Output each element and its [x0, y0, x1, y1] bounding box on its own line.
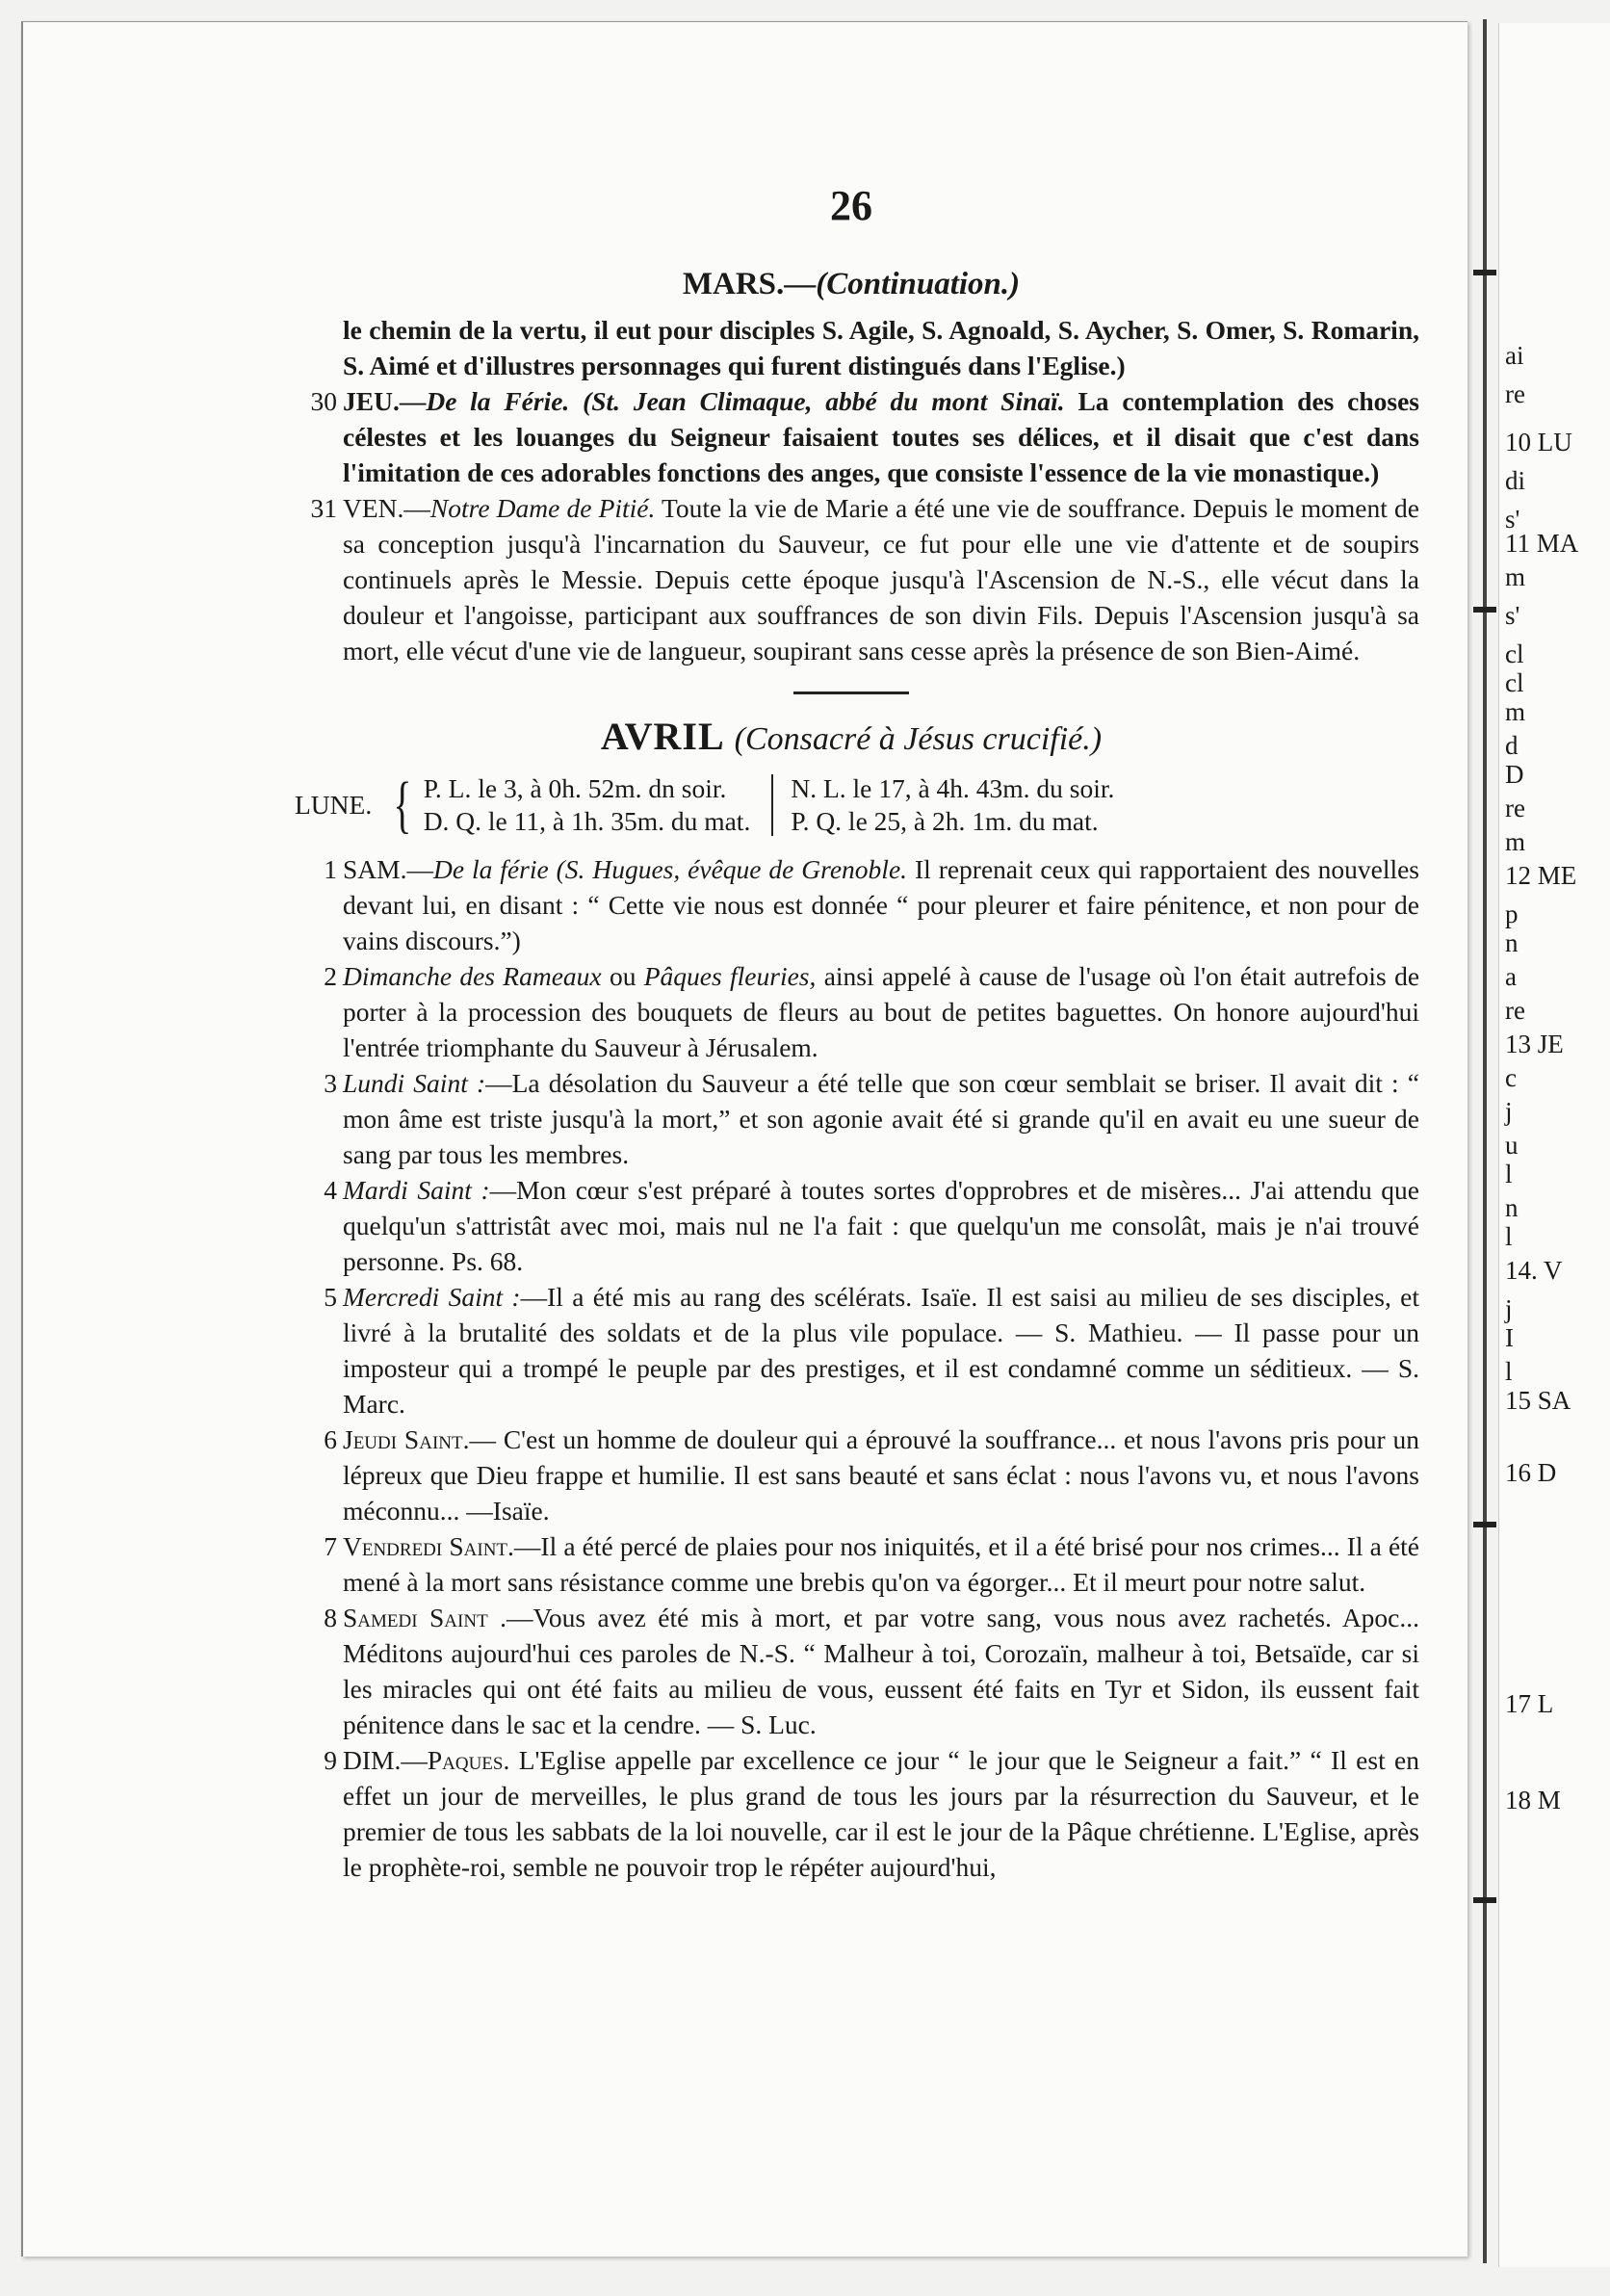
mars-heading: [283, 267, 1419, 302]
day-name: DIM.—Paques.: [343, 1745, 510, 1775]
day-number: 2: [324, 961, 337, 991]
feast-name: Notre Dame de Pitié.: [429, 493, 656, 523]
calendar-entry-avril-8: [283, 1600, 1419, 1742]
facing-page-fragment: 17 L: [1505, 1689, 1554, 1718]
facing-page-fragment: cl: [1505, 668, 1524, 697]
day-number: 5: [324, 1282, 337, 1312]
feast-name: Dimanche des Rameaux: [343, 961, 602, 991]
calendar-entry-avril-7: [283, 1528, 1419, 1600]
moon-phases-right: [791, 772, 1135, 838]
section-divider: [793, 691, 909, 694]
entry-text: —Il a été percé de plaies pour nos iniquités, et il a été brisé pour nos crimes... Il a été mené à la mort sans résistance comme une brebis qu'on va égorger... Et il meurt pour notre salut.: [343, 1531, 1419, 1597]
facing-page-fragment: 13 JE: [1505, 1030, 1564, 1058]
avril-subtitle: (Consacré à Jésus crucifié.): [734, 721, 1103, 757]
conjunction: ou: [609, 961, 636, 991]
moon-phase: P. L. le 3, à 0h. 52m. dn soir.: [423, 773, 727, 803]
feast-name: Mardi Saint :: [343, 1175, 490, 1205]
day-name: Vendredi Saint.: [343, 1531, 514, 1561]
facing-page-fragment: n: [1505, 928, 1519, 957]
mars-continuation: le chemin de la vertu, il eut pour disciples S. Agile, S. Agnoald, S. Aycher, S. Omer, S. Romarin, S. Aimé et d'illustres personnages qui furent distingués dans l'Eglise.): [343, 315, 1419, 380]
facing-page-fragment: p: [1505, 900, 1519, 928]
entry-text: Il reprenait ceux qui rapportaient des nouvelles devant lui, en disant : “ Cette vie nous est donnée “ pour pleurer et faire pénitence, et non pour de vains discours.”): [343, 854, 1420, 955]
entry-text: —Vous avez été mis à mort, et par votre sang, vous nous avez rachetés. Apoc... Méditons aujourd'hui ces paroles de N.-S. “ Malheur à toi, Corozaïn, malheur à toi, Betsaïde, car si les miracles qui ont été faits au milieu de vous, eussent été faits en Tyr et Sidon, ils eussent fait pénitence dans le sac et la cendre. — S. Luc.: [343, 1603, 1420, 1739]
facing-page-fragment: s': [1505, 601, 1520, 630]
facing-page-fragment: 10 LU: [1505, 428, 1572, 457]
calendar-entry-avril-9: [283, 1742, 1419, 1885]
moon-phases: [283, 772, 1419, 838]
entry-text: ainsi appelé à cause de l'usage où l'on était autrefois de porter à la procession des bouquets de fleurs au bout de petites baguettes. On honore aujourd'hui l'entrée triomphante du Sauveur à Jérusalem.: [343, 961, 1420, 1062]
facing-page-fragment: l: [1505, 1222, 1513, 1251]
moon-phase: D. Q. le 11, à 1h. 35m. du mat.: [423, 806, 751, 836]
binding-stitch: [1473, 270, 1496, 275]
moon-phases-left: [424, 772, 772, 838]
facing-page-fragment: m: [1505, 697, 1526, 726]
facing-page-fragment: m: [1505, 827, 1526, 856]
facing-page-fragment: l: [1505, 1357, 1513, 1386]
column-separator: [771, 774, 773, 836]
binding-stitch: [1473, 1522, 1496, 1527]
day-number: 30: [310, 386, 337, 416]
facing-page-fragment: 15 SA: [1505, 1386, 1571, 1415]
mars-title-italic: (Continuation.): [816, 267, 1021, 301]
moon-phase: N. L. le 17, à 4h. 43m. du soir.: [791, 773, 1115, 803]
facing-page-fragment: 14. V: [1505, 1256, 1563, 1285]
book-binding: [1483, 19, 1487, 2263]
day-number: 6: [324, 1424, 337, 1454]
avril-title: AVRIL: [600, 715, 725, 758]
feast-name: De la Férie.: [426, 386, 570, 416]
moon-label: LUNE.: [295, 790, 373, 820]
calendar-entry-avril-2: [283, 958, 1419, 1065]
facing-page-fragment: 18 M: [1505, 1786, 1561, 1814]
page-number: 26: [830, 182, 872, 229]
entry-text: — C'est un homme de douleur qui a éprouvé la souffrance... et nous l'avons pris pour un lépreux que Dieu frappe et humilie. Il est sans beauté et sans éclat : nous l'avons vu, et nous l'avons méconnu... —Isaïe.: [343, 1424, 1420, 1526]
book-page: [21, 21, 1467, 2257]
facing-page-fragment: m: [1505, 562, 1526, 591]
feast-name: De la férie: [432, 854, 549, 884]
facing-page-fragment: d: [1505, 731, 1519, 760]
day-name: Samedi Saint .: [343, 1603, 506, 1632]
entry-text: —La désolation du Sauveur a été telle que son cœur semblait se briser. Il avait dit : “ mon âme est triste jusqu'à la mort,” et son agonie avait été si grande qu'il en avait eu une sueur de sang par tous les membres.: [343, 1068, 1420, 1169]
facing-page-fragment: ai: [1505, 341, 1524, 370]
day-name: SAM.—: [343, 854, 433, 884]
facing-page-fragment: D: [1505, 760, 1524, 789]
feast-name: Mercredi Saint :: [343, 1282, 521, 1312]
mars-title: MARS.—: [682, 267, 817, 301]
calendar-entry-avril-1: [283, 851, 1419, 958]
day-number: 7: [324, 1531, 337, 1561]
saint-name: (St. Jean Climaque, abbé du mont Sinaï.: [583, 386, 1065, 416]
facing-page-fragment: re: [1505, 996, 1525, 1025]
binding-stitch: [1473, 607, 1496, 613]
calendar-entry-avril-4: [283, 1172, 1419, 1279]
feast-alt-name: Pâques fleuries,: [643, 961, 817, 991]
facing-page-fragment: s': [1505, 505, 1520, 534]
day-number: 31: [310, 493, 337, 523]
saint-name: (S. Hugues, évêque de Grenoble.: [556, 854, 908, 884]
facing-page-fragment: 11 MA: [1505, 529, 1579, 558]
binding-stitch: [1473, 1897, 1496, 1903]
facing-page-fragment: re: [1505, 794, 1525, 822]
page-content: [283, 181, 1419, 1885]
facing-page-fragment: u: [1505, 1131, 1519, 1160]
calendar-entry-mars-31: [283, 490, 1419, 668]
facing-page-edge: [1498, 23, 1610, 2267]
calendar-entry-mars-30: [283, 383, 1419, 490]
day-number: 1: [324, 854, 337, 884]
facing-page-fragment: cl: [1505, 639, 1524, 668]
facing-page-fragment: I: [1505, 1323, 1514, 1352]
calendar-entry-avril-6: [283, 1422, 1419, 1528]
day-name: JEU.—: [343, 386, 427, 416]
facing-page-fragment: l: [1505, 1160, 1513, 1188]
day-number: 3: [324, 1068, 337, 1098]
facing-page-fragment: a: [1505, 962, 1517, 991]
facing-page-fragment: re: [1505, 379, 1525, 408]
entry-text: La contemplation des choses célestes et les louanges du Seigneur faisaient toutes ses délices, et il disait que c'est dans l'imitation de ces adorables fonctions des anges, que consiste l'essence de la vie monastique.): [343, 386, 1420, 487]
entry-text: L'Eglise appelle par excellence ce jour “ le jour que le Seigneur a fait.” “ Il est en effet un jour de merveilles, le plus grand de tous les jours par la résurrection du Sauveur, et le premier de tous les sabbats de la loi nouvelle, car il est le jour de la Pâque chrétienne. L'Eglise, après le prophète-roi, semble ne pouvoir trop le répéter aujourd'hui,: [343, 1745, 1419, 1882]
facing-page-fragment: n: [1505, 1193, 1519, 1222]
entry-text: —Il a été mis au rang des scélérats. Isaïe. Il est saisi au milieu de ses disciples, et livré à la brutalité des soldats et de la plus vile populace. — S. Mathieu. — Il passe pour un imposteur qui a trompé le peuple par des prestiges, et il est condamné comme un séditieux. — S. Marc.: [343, 1282, 1419, 1419]
day-number: 4: [324, 1175, 337, 1205]
entry-text: —Mon cœur s'est préparé à toutes sortes d'opprobres et de misères... J'ai attendu que quelqu'un s'attristât avec moi, mais nul ne l'a fait : que quelqu'un me consolât, mais je n'ai trouvé personne. Ps. 68.: [343, 1175, 1420, 1276]
day-name: Jeudi Saint.: [343, 1424, 470, 1454]
facing-page-fragment: 16 D: [1505, 1458, 1557, 1487]
avril-heading: [283, 714, 1419, 759]
facing-page-fragment: c: [1505, 1063, 1517, 1092]
facing-page-fragment: di: [1505, 466, 1526, 495]
day-number: 9: [324, 1745, 337, 1775]
facing-page-fragment: 12 ME: [1505, 861, 1577, 890]
facing-page-fragment: j: [1505, 1294, 1513, 1323]
entry-text: Toute la vie de Marie a été une vie de souffrance. Depuis le moment de sa conception jusqu'à l'incarnation du Sauveur, ce fut pour elle une vie d'attente et de soupirs continuels après le Messie. Depuis cette époque jusqu'à l'Ascension de N.-S., elle vécut dans la douleur et l'angoisse, participant aux souffrances de son divin Fils. Depuis l'Ascension jusqu'à sa mort, elle vécut d'une vie de langueur, soupirant sans cesse après la présence de son Bien-Aimé.: [343, 493, 1419, 665]
calendar-entry-avril-3: [283, 1065, 1419, 1172]
day-number: 8: [324, 1603, 337, 1632]
calendar-entry-avril-5: [283, 1279, 1419, 1422]
facing-page-fragment: j: [1505, 1097, 1513, 1126]
feast-name: Lundi Saint :: [343, 1068, 486, 1098]
moon-phase: P. Q. le 25, à 2h. 1m. du mat.: [791, 806, 1099, 836]
brace-glyph: {: [393, 770, 412, 840]
day-name: VEN.—: [343, 493, 430, 523]
